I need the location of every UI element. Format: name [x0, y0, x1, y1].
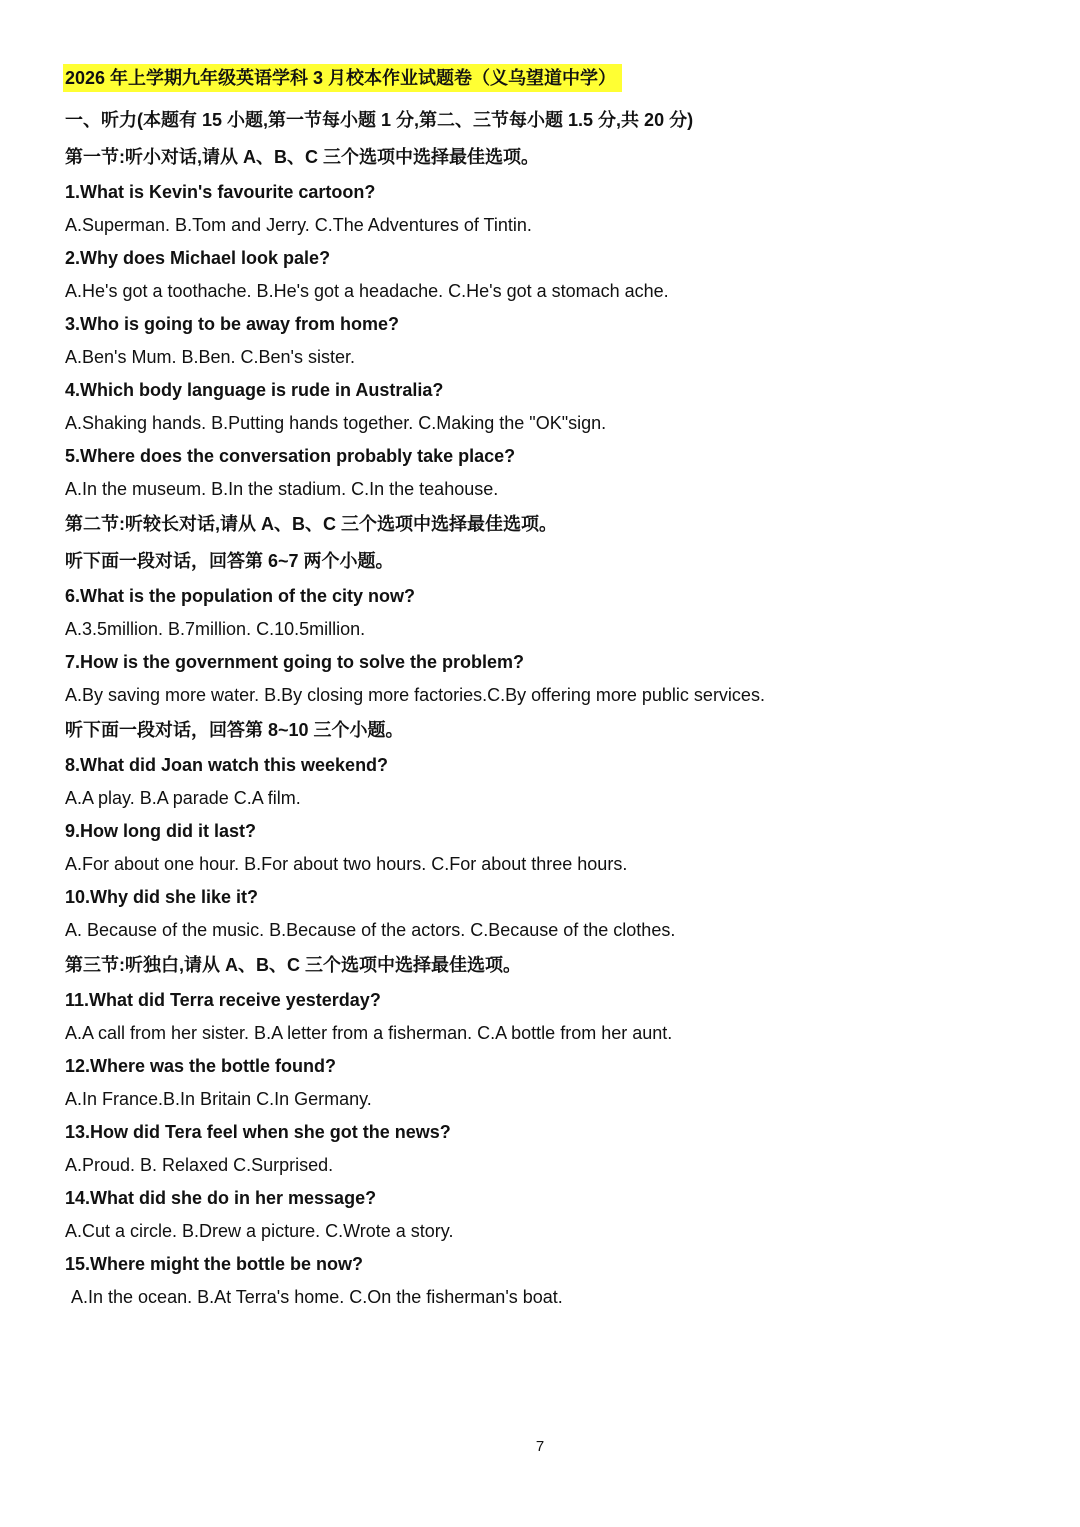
- options-7: A.By saving more water. B.By closing more factories.C.By offering more public services.: [65, 685, 765, 705]
- options-12: A.In France.B.In Britain C.In Germany.: [65, 1089, 372, 1109]
- options-5: A.In the museum. B.In the stadium. C.In the teahouse.: [65, 479, 499, 499]
- options-1: A.Superman. B.Tom and Jerry. C.The Adventures of Tintin.: [65, 215, 532, 235]
- question-11: 11.What did Terra receive yesterday?: [65, 990, 381, 1010]
- title-highlight: [63, 64, 622, 92]
- question-6: 6.What is the population of the city now?: [65, 586, 415, 606]
- question-7: 7.How is the government going to solve the problem?: [65, 652, 525, 672]
- options-10: A. Because of the music. B.Because of the actors. C.Because of the clothes.: [65, 920, 676, 940]
- document-body: [65, 102, 1025, 1314]
- options-2: A.He's got a toothache. B.He's got a headache. C.He's got a stomach ache.: [65, 281, 669, 301]
- question-2: 2.Why does Michael look pale?: [65, 248, 331, 268]
- options-14: A.Cut a circle. B.Drew a picture. C.Wrote a story.: [65, 1221, 454, 1241]
- question-3: 3.Who is going to be away from home?: [65, 314, 400, 334]
- page-number: 7: [535, 1438, 545, 1455]
- options-13: A.Proud. B. Relaxed C.Surprised.: [65, 1155, 334, 1175]
- question-13: 13.How did Tera feel when she got the news?: [65, 1122, 451, 1142]
- question-4: 4.Which body language is rude in Australia?: [65, 380, 444, 400]
- part3-heading: 第三节:听独白,请从 A、B、C 三个选项中选择最佳选项。: [65, 955, 521, 975]
- question-9: 9.How long did it last?: [65, 821, 256, 841]
- question-12: 12.Where was the bottle found?: [65, 1056, 337, 1076]
- part2-instruction-b: 听下面一段对话，回答第 8~10 三个小题。: [65, 720, 404, 740]
- options-15: A.In the ocean. B.At Terra's home. C.On the fisherman's boat.: [71, 1287, 563, 1307]
- part1-heading: 第一节:听小对话,请从 A、B、C 三个选项中选择最佳选项。: [65, 147, 539, 167]
- section-heading: 一、听力(本题有 15 小题,第一节每小题 1 分,第二、三节每小题 1.5 分,共 20 分): [65, 110, 694, 130]
- options-8: A.A play. B.A parade C.A film.: [65, 788, 301, 808]
- question-1: 1.What is Kevin's favourite cartoon?: [65, 182, 376, 202]
- question-15: 15.Where might the bottle be now?: [65, 1254, 364, 1274]
- options-9: A.For about one hour. B.For about two hours. C.For about three hours.: [65, 854, 628, 874]
- options-3: A.Ben's Mum. B.Ben. C.Ben's sister.: [65, 347, 355, 367]
- question-5: 5.Where does the conversation probably take place?: [65, 446, 516, 466]
- part2-instruction-a: 听下面一段对话，回答第 6~7 两个小题。: [65, 551, 394, 571]
- question-14: 14.What did she do in her message?: [65, 1188, 377, 1208]
- part2-heading: 第二节:听较长对话,请从 A、B、C 三个选项中选择最佳选项。: [65, 514, 557, 534]
- options-4: A.Shaking hands. B.Putting hands together. C.Making the "OK"sign.: [65, 413, 607, 433]
- options-11: A.A call from her sister. B.A letter from a fisherman. C.A bottle from her aunt.: [65, 1023, 673, 1043]
- options-6: A.3.5million. B.7million. C.10.5million.: [65, 619, 366, 639]
- question-10: 10.Why did she like it?: [65, 887, 259, 907]
- question-8: 8.What did Joan watch this weekend?: [65, 755, 389, 775]
- document-title: 2026 年上学期九年级英语学科 3 月校本作业试题卷（义乌望道中学）: [63, 64, 622, 92]
